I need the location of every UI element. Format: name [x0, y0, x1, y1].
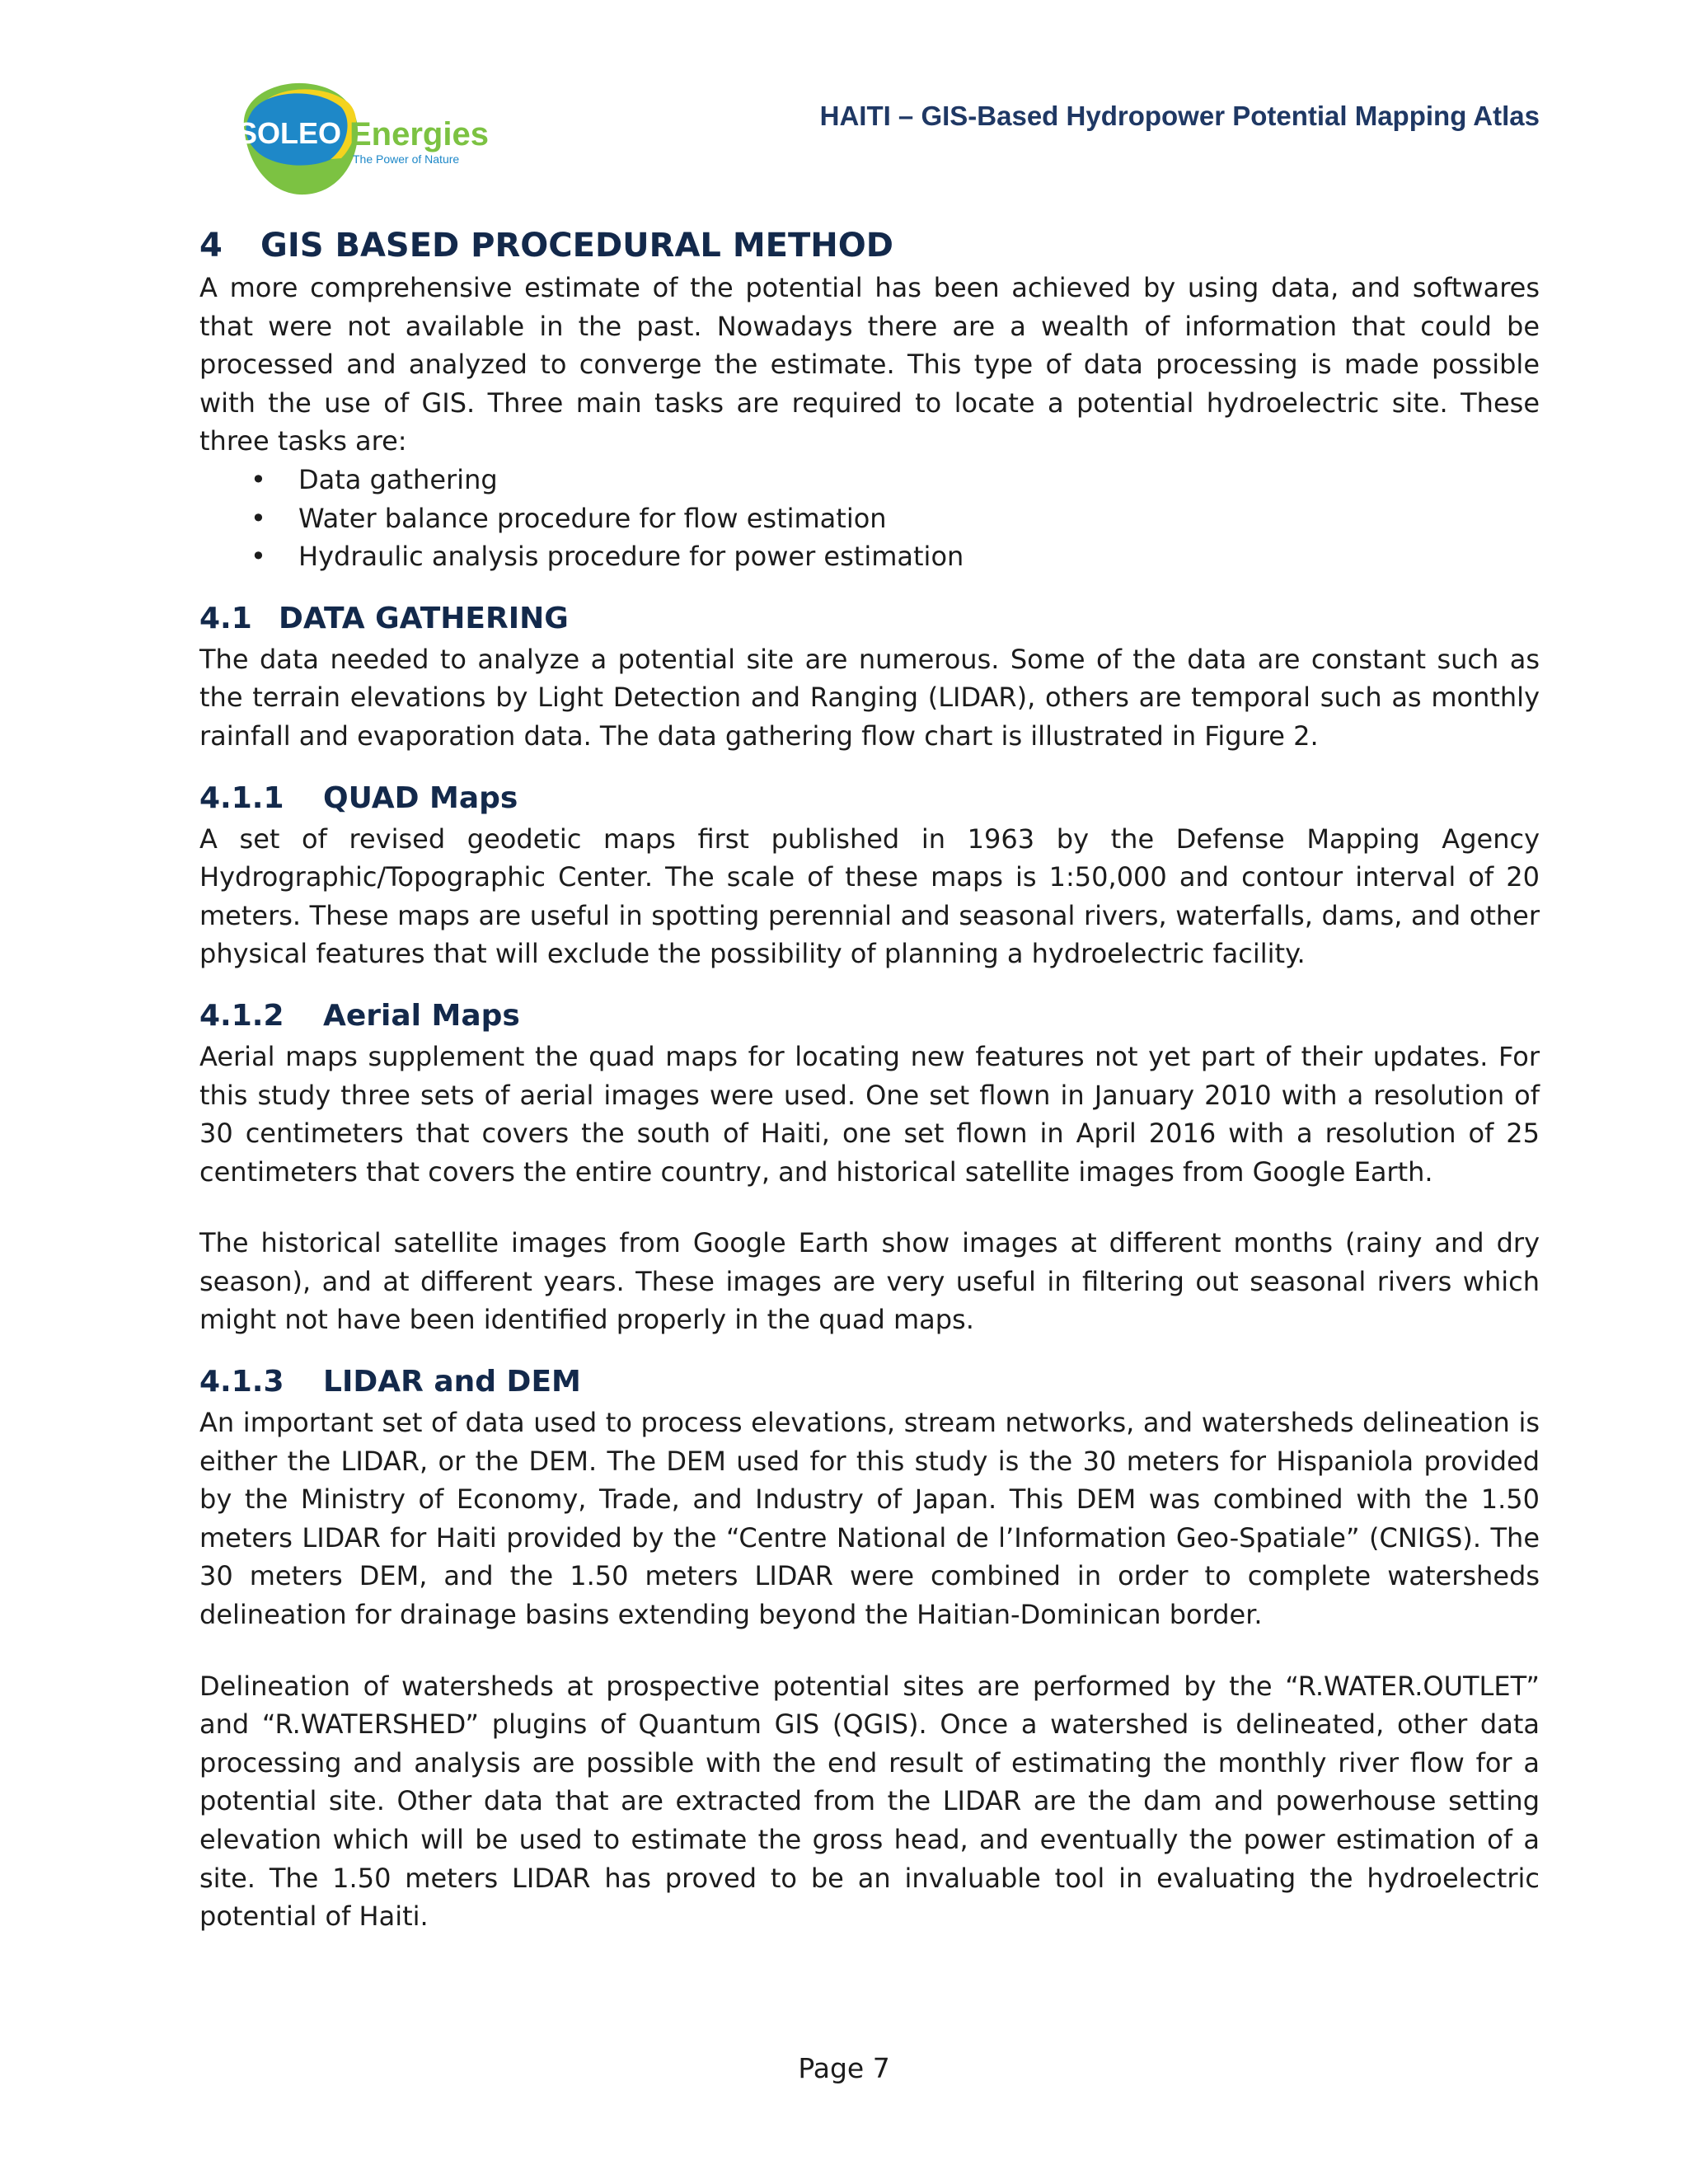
soleo-energies-logo — [232, 77, 496, 201]
subsubsection-heading — [199, 777, 1540, 820]
subsubsection-title: QUAD Maps — [323, 780, 518, 815]
task-list — [199, 461, 1540, 576]
paragraph: The data needed to analyze a potential site are numerous. Some of the data are constant such as the terrain elevations by Light Detection and Ranging (LIDAR), others are temporal such as monthly rainfall and evaporation data. The data gathering flow chart is illustrated in Figure 2. — [199, 643, 1540, 752]
logo-graphic — [232, 77, 496, 201]
subsubsection-number: 4.1.3 — [199, 1365, 284, 1399]
list-item — [199, 461, 1540, 499]
subsubsection-heading — [199, 1361, 1540, 1404]
subsubsection-title: Aerial Maps — [323, 998, 520, 1033]
paragraph: Delineation of watersheds at prospective potential sites are performed by the “R.WATER.OUTLET” and “R.WATERSHED” plugins of Quantum GIS (QGIS). Once a watershed is delineated, other data processing and analysis are possible with the end result of estimating the monthly river flow for a potential site. Other data that are extracted from the LIDAR are the dam and powerhouse setting elevation which will be used to estimate the gross head, and eventually the power estimation of a site. The 1.50 meters LIDAR has proved to be an invaluable tool in evaluating the hydroelectric potential of Haiti. — [199, 1670, 1540, 1933]
section-title: GIS BASED PROCEDURAL METHOD — [260, 227, 893, 265]
subsection-heading — [199, 598, 1540, 640]
list-item-text: Water balance procedure for flow estimation — [298, 502, 887, 534]
subsubsection-number: 4.1.1 — [199, 780, 284, 815]
list-item — [199, 537, 1540, 576]
subsection-title: DATA GATHERING — [279, 601, 569, 635]
bullet-icon: • — [251, 541, 266, 573]
list-item-text: Hydraulic analysis procedure for power estimation — [298, 541, 964, 573]
section-number: 4 — [199, 227, 223, 265]
subsection-number: 4.1 — [199, 601, 252, 635]
paragraph: Aerial maps supplement the quad maps for locating new features not yet part of their updates. For this study three sets of aerial images were used. One set flown in January 2010 with a resolution of 30 centimeters that covers the south of Haiti, one set flown in April 2016 with a resolution of 25 centimeters that covers the entire country, and historical satellite images from Google Earth. — [199, 1040, 1540, 1188]
section-intro-paragraph: A more comprehensive estimate of the potential has been achieved by using data, and softwares that were not available in the past. Nowadays there are a wealth of information that could be processed and analyzed to converge the estimate. This type of data processing is made possible with the use of GIS. Three main tasks are required to locate a potential hydroelectric site. These three tasks are: — [199, 272, 1540, 457]
logo-secondary-text: Energies — [349, 116, 489, 152]
list-item-text: Data gathering — [298, 463, 498, 495]
page-number: Page 7 — [798, 2052, 890, 2084]
logo-main-text: SOLEO — [237, 116, 342, 150]
list-item — [199, 499, 1540, 538]
section-heading — [199, 223, 1540, 269]
logo-tagline: The Power of Nature — [353, 152, 460, 166]
subsubsection-heading — [199, 995, 1540, 1038]
document-header-title: HAITI – GIS-Based Hydropower Potential Mapping Atlas — [819, 101, 1540, 131]
bullet-icon: • — [251, 502, 266, 534]
subsubsection-title: LIDAR and DEM — [323, 1365, 581, 1399]
paragraph: The historical satellite images from Google Earth show images at different months (rainy and dry season), and at different years. These images are very useful in filtering out seasonal rivers which might not have been identified properly in the quad maps. — [199, 1227, 1540, 1336]
paragraph: An important set of data used to process elevations, stream networks, and watersheds delineation is either the LIDAR, or the DEM. The DEM used for this study is the 30 meters for Hispaniola provided by the Ministry of Economy, Trade, and Industry of Japan. This DEM was combined with the 1.50 meters LIDAR for Haiti provided by the “Centre National de l’Information Geo-Spatiale” (CNIGS). The 30 meters DEM, and the 1.50 meters LIDAR were combined in order to complete watersheds delineation for drainage basins extending beyond the Haitian-Dominican border. — [199, 1407, 1540, 1631]
main-content — [199, 223, 1540, 1936]
subsubsection-number: 4.1.2 — [199, 998, 284, 1033]
bullet-icon: • — [251, 463, 266, 495]
paragraph: A set of revised geodetic maps first published in 1963 by the Defense Mapping Agency Hydrographic/Topographic Center. The scale of these maps is 1:50,000 and contour interval of 20 meters. These maps are useful in spotting perennial and seasonal rivers, waterfalls, dams, and other physical features that will exclude the possibility of planning a hydroelectric facility. — [199, 823, 1540, 970]
